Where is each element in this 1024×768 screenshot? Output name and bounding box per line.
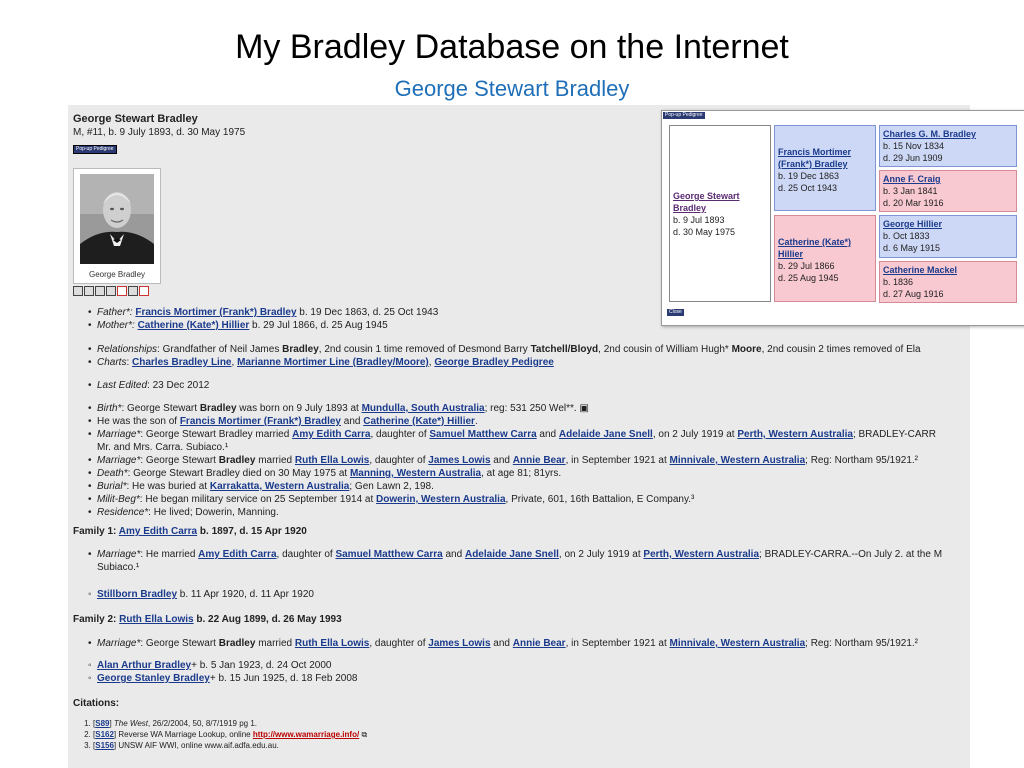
pedigree-death: d. 25 Aug 1945 xyxy=(778,273,839,283)
pdf-icon[interactable] xyxy=(139,286,149,296)
person-link[interactable]: James Lowis xyxy=(428,455,491,466)
citation-item: 2. [S162] Reverse WA Marriage Lookup, online http://www.wamarriage.info/ ⧉ xyxy=(93,729,970,740)
death-item: • Death*: George Stewart Bradley died on 30 May 1975 at Manning, Western Australia, at age 81; 81yrs. xyxy=(88,467,970,480)
relationships-item: • Relationships: Grandfather of Neil James Bradley, 2nd cousin 1 time removed of Desmond Barry Tatchell/Bloyd, 2nd cousin of William Hugh* Moore, 2nd cousin 2 times removed of Ela xyxy=(88,343,970,356)
pedigree-birth: b. 9 Jul 1893 xyxy=(673,215,725,225)
son-of-item: • He was the son of Francis Mortimer (Frank*) Bradley and Catherine (Kate*) Hillier. xyxy=(88,415,970,428)
spouse-link[interactable]: Amy Edith Carra xyxy=(292,429,371,440)
slide-title: My Bradley Database on the Internet xyxy=(235,28,789,66)
mother-link[interactable]: Catherine (Kate*) Hillier xyxy=(363,416,475,427)
popup-pedigree-button[interactable]: Pop-up Pedigree xyxy=(73,145,117,154)
popup-pedigree-label[interactable]: Pop-up Pedigree xyxy=(665,112,703,118)
person-name: George Stewart Bradley xyxy=(73,113,198,125)
pedigree-birth: b. 19 Dec 1863 xyxy=(778,171,840,181)
pedigree-person-name[interactable]: Catherine (Kate*) Hillier xyxy=(778,237,852,259)
pedigree-father-box[interactable] xyxy=(774,125,876,211)
pedigree-self-box[interactable] xyxy=(669,125,771,302)
pedigree-death: d. 6 May 1915 xyxy=(883,243,941,253)
media-icon-row xyxy=(73,285,150,295)
child-item: ◦ Stillborn Bradley b. 11 Apr 1920, d. 11 Apr 1920 xyxy=(88,588,970,601)
portrait-image-icon xyxy=(80,174,154,264)
spouse-link[interactable]: Ruth Ella Lowis xyxy=(294,638,370,649)
external-url-link[interactable]: http://www.wamarriage.info/ xyxy=(252,730,360,739)
last-edited-item: • Last Edited: 23 Dec 2012 xyxy=(88,379,970,392)
pedigree-death: d. 25 Oct 1943 xyxy=(778,183,838,193)
citation-item: 3. [S156] UNSW AIF WWI, online www.aif.adfa.edu.au. xyxy=(93,740,970,751)
slide-subtitle: George Stewart Bradley xyxy=(394,76,630,101)
pedigree-birth: b. 15 Nov 1834 xyxy=(883,141,945,151)
birth-item: • Birth*: George Stewart Bradley was born on 9 July 1893 at Mundulla, South Australia; reg: 531 250 Wel**. ▣ xyxy=(88,402,970,415)
place-link[interactable]: Karrakatta, Western Australia xyxy=(209,481,350,492)
child-link[interactable]: Alan Arthur Bradley xyxy=(97,660,192,671)
spouse-link[interactable]: Amy Edith Carra xyxy=(118,526,198,537)
military-item: • Milit-Beg*: He began military service on 25 September 1914 at Dowerin, Western Australia, Private, 601, 16th Battalion, E Company.³ xyxy=(88,493,970,506)
close-button[interactable]: Close xyxy=(669,309,682,315)
chart-link[interactable]: Marianne Mortimer Line (Bradley/Moore) xyxy=(237,357,429,368)
pedigree-birth: b. Oct 1833 xyxy=(883,231,930,241)
pedigree-maternal-grandmother-box[interactable] xyxy=(879,261,1017,303)
pedigree-popup xyxy=(661,110,1024,326)
child-item: ◦ Alan Arthur Bradley+ b. 5 Jan 1923, d. 24 Oct 2000 xyxy=(88,659,970,672)
child-link[interactable]: George Stanley Bradley xyxy=(97,673,210,684)
pdf-icon[interactable] xyxy=(117,286,127,296)
pedigree-person-name[interactable]: Charles G. M. Bradley xyxy=(883,129,977,139)
family-1-heading: Family 1: Amy Edith Carra b. 1897, d. 15 Apr 1920 xyxy=(73,526,307,537)
spouse-link[interactable]: Amy Edith Carra xyxy=(198,549,277,560)
family-2-heading: Family 2: Ruth Ella Lowis b. 22 Aug 1899, d. 26 May 1993 xyxy=(73,614,342,625)
pedigree-birth: b. 3 Jan 1841 xyxy=(883,186,938,196)
child-link[interactable]: Stillborn Bradley xyxy=(97,589,178,600)
father-link[interactable]: Francis Mortimer (Frank*) Bradley xyxy=(135,307,297,318)
child-item: ◦ George Stanley Bradley+ b. 15 Jun 1925, d. 18 Feb 2008 xyxy=(88,672,970,685)
person-link[interactable]: Samuel Matthew Carra xyxy=(335,549,443,560)
place-link[interactable]: Perth, Western Australia xyxy=(643,549,760,560)
family-2-section xyxy=(73,637,970,650)
pedigree-death: d. 29 Jun 1909 xyxy=(883,153,943,163)
person-link[interactable]: Adelaide Jane Snell xyxy=(464,549,559,560)
pedigree-person-name[interactable]: George Hillier xyxy=(883,219,943,229)
citations-heading: Citations: xyxy=(73,698,120,709)
place-link[interactable]: Minnivale, Western Australia xyxy=(669,455,806,466)
pedigree-birth: b. 29 Jul 1866 xyxy=(778,261,835,271)
family-1-children xyxy=(73,588,970,601)
pedigree-person-name[interactable]: George Stewart Bradley xyxy=(673,191,740,213)
pedigree-maternal-grandfather-box[interactable] xyxy=(879,215,1017,258)
mother-link[interactable]: Catherine (Kate*) Hillier xyxy=(137,320,250,331)
source-link[interactable]: S162 xyxy=(95,730,114,739)
pedigree-paternal-grandfather-box[interactable] xyxy=(879,125,1017,167)
pedigree-person-name[interactable]: Anne F. Craig xyxy=(883,174,941,184)
pedigree-death: d. 30 May 1975 xyxy=(673,227,736,237)
pedigree-death: d. 20 Mar 1916 xyxy=(883,198,944,208)
pedigree-death: d. 27 Aug 1916 xyxy=(883,289,944,299)
relationships-section xyxy=(73,343,970,369)
spouse-link[interactable]: Ruth Ella Lowis xyxy=(294,455,370,466)
father-item: • Father*: Francis Mortimer (Frank*) Bradley b. 19 Dec 1863, d. 25 Oct 1943 xyxy=(88,306,970,319)
camera-icon[interactable] xyxy=(128,286,138,296)
chart-link[interactable]: George Bradley Pedigree xyxy=(434,357,554,368)
photo-caption: George Bradley xyxy=(88,270,146,279)
place-link[interactable]: Manning, Western Australia xyxy=(349,468,482,479)
charts-item: • Charts: Charles Bradley Line, Marianne Mortimer Line (Bradley/Moore), George Bradley Pedigree xyxy=(88,356,970,369)
residence-item: • Residence*: He lived; Dowerin, Manning. xyxy=(88,506,970,519)
marriage-item: • Marriage*: George Stewart Bradley married Amy Edith Carra, daughter of Samuel Matthew Carra and Adelaide Jane Snell, on 2 July 1919 at Perth, Western Australia; BRADLEY-CARR Mr. and Mrs. Carra. Subiaco.¹ xyxy=(88,428,970,454)
pedigree-birth: b. 1836 xyxy=(883,277,914,287)
camera-icon[interactable] xyxy=(73,286,83,296)
place-link[interactable]: Mundulla, South Australia xyxy=(361,403,485,414)
person-link[interactable]: Samuel Matthew Carra xyxy=(429,429,537,440)
place-link[interactable]: Minnivale, Western Australia xyxy=(669,638,806,649)
citation-item: 1. [S89] The West, 26/2/2004, 50, 8/7/1919 pg 1. xyxy=(93,718,970,729)
events-section xyxy=(73,402,970,519)
camera-icon[interactable]: ▣ xyxy=(579,403,589,414)
burial-item: • Burial*: He was buried at Karrakatta, Western Australia; Gen Lawn 2, 198. xyxy=(88,480,970,493)
pedigree-person-name[interactable]: Catherine Mackel xyxy=(883,265,958,275)
person-summary: M, #11, b. 9 July 1893, d. 30 May 1975 xyxy=(73,127,246,138)
camera-icon[interactable] xyxy=(106,286,116,296)
camera-icon[interactable] xyxy=(95,286,105,296)
place-link[interactable]: Dowerin, Western Australia xyxy=(376,494,506,505)
portrait-photo[interactable] xyxy=(80,174,154,264)
pedigree-paternal-grandmother-box[interactable] xyxy=(879,170,1017,212)
person-link[interactable]: James Lowis xyxy=(428,638,491,649)
portrait-photo-frame[interactable] xyxy=(73,168,161,284)
mother-item: • Mother*: Catherine (Kate*) Hillier b. 29 Jul 1866, d. 25 Aug 1945 xyxy=(88,319,970,332)
pedigree-mother-box[interactable] xyxy=(774,215,876,302)
marriage-item: • Marriage*: George Stewart Bradley married Ruth Ella Lowis, daughter of James Lowis and Annie Bear, in September 1921 at Minnivale, Western Australia; Reg: Northam 95/1921.² xyxy=(88,637,970,650)
family-1-section xyxy=(73,548,970,574)
person-link[interactable]: Annie Bear xyxy=(512,455,566,466)
person-link[interactable]: Adelaide Jane Snell xyxy=(558,429,653,440)
source-link[interactable]: S156 xyxy=(95,741,114,750)
source-link[interactable]: S89 xyxy=(95,719,110,728)
external-link-icon: ⧉ xyxy=(361,730,368,739)
person-link[interactable]: Annie Bear xyxy=(512,638,566,649)
last-edited-section xyxy=(73,379,970,392)
family-2-children xyxy=(73,659,970,685)
spouse-link[interactable]: Ruth Ella Lowis xyxy=(119,614,194,625)
pedigree-person-name[interactable]: Francis Mortimer (Frank*) Bradley xyxy=(778,147,852,169)
father-link[interactable]: Francis Mortimer (Frank*) Bradley xyxy=(179,416,341,427)
camera-icon[interactable] xyxy=(84,286,94,296)
place-link[interactable]: Perth, Western Australia xyxy=(737,429,853,440)
marriage-item: • Marriage*: He married Amy Edith Carra, daughter of Samuel Matthew Carra and Adelaide Jane Snell, on 2 July 1919 at Perth, Western Australia; BRADLEY-CARRA.--On July 2. at the M Subiaco.¹ xyxy=(88,548,970,574)
chart-link[interactable]: Charles Bradley Line xyxy=(132,357,232,368)
citations-section xyxy=(73,718,970,751)
marriage-item: • Marriage*: George Stewart Bradley married Ruth Ella Lowis, daughter of James Lowis and Annie Bear, in September 1921 at Minnivale, Western Australia; Reg: Northam 95/1921.² xyxy=(88,454,970,467)
